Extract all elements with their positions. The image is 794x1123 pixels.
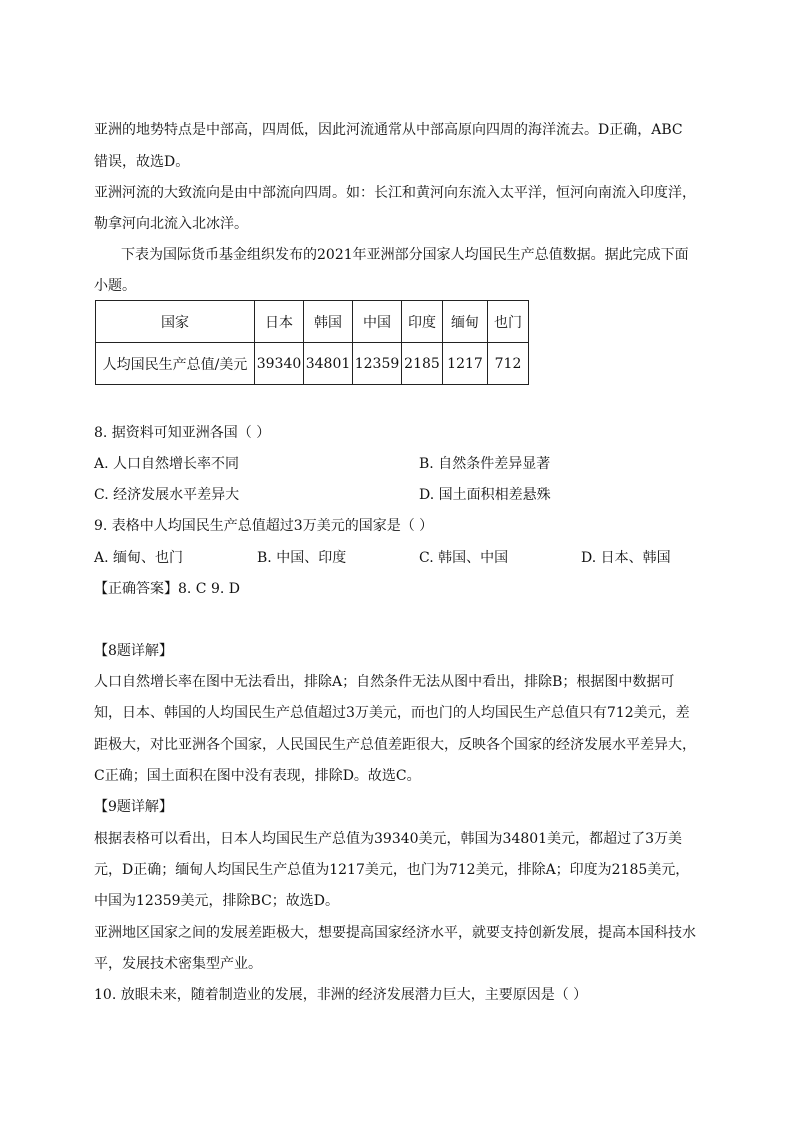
question-8-option-d: D. 国土面积相差悬殊 (419, 487, 551, 503)
q9-detail-line: 元，D正确；缅甸人均国民生产总值为1217美元，也门为712美元，排除A；印度为2185美元， (94, 862, 690, 878)
question-9-option-a: A. 缅甸、也门 (94, 550, 184, 566)
paragraph-line: 亚洲的地势特点是中部高，四周低，因此河流通常从中部高原向四周的海洋流去。D正确，ABC (94, 122, 683, 138)
table-cell: 人均国民生产总值/美元 (96, 343, 255, 385)
question-9-option-c: C. 韩国、中国 (419, 550, 509, 566)
table-cell: 2185 (402, 343, 443, 385)
question-8-option-c: C. 经济发展水平差异大 (94, 487, 240, 503)
table-cell: 缅甸 (443, 301, 488, 343)
table-cell: 1217 (443, 343, 488, 385)
table-cell: 韩国 (304, 301, 353, 343)
q8-detail-title: 【8题详解】 (94, 643, 173, 659)
table-cell: 印度 (402, 301, 443, 343)
table-cell: 国家 (96, 301, 255, 343)
question-9-option-b: B. 中国、印度 (257, 550, 347, 566)
table-cell: 39340 (255, 343, 304, 385)
q8-detail-line: 知，日本、韩国的人均国民生产总值超过3万美元，而也门的人均国民生产总值只有712美元，差 (94, 705, 690, 721)
table-cell: 34801 (304, 343, 353, 385)
question-8-stem: 8. 据资料可知亚洲各国（ ） (94, 425, 271, 441)
question-8-option-a: A. 人口自然增长率不同 (94, 456, 240, 472)
q9-detail-line: 平，发展技术密集型产业。 (94, 956, 262, 972)
gdp-table (95, 300, 529, 385)
answer-key: 【正确答案】8. C 9. D (94, 581, 241, 597)
table-row (96, 343, 529, 385)
table-cell: 也门 (488, 301, 529, 343)
question-8-option-b: B. 自然条件差异显著 (419, 456, 551, 472)
table-cell: 12359 (353, 343, 402, 385)
q8-detail-line: 距极大，对比亚洲各个国家，人民国民生产总值差距很大，反映各个国家的经济发展水平差异大， (94, 737, 696, 753)
table-cell: 日本 (255, 301, 304, 343)
paragraph-line: 小题。 (94, 278, 136, 294)
q9-detail-line: 中国为12359美元，排除BC；故选D。 (94, 893, 340, 909)
question-9-stem: 9. 表格中人均国民生产总值超过3万美元的国家是（ ） (94, 518, 434, 534)
table-header-row (96, 301, 529, 343)
q8-detail-line: C正确；国土面积在图中没有表现，排除D。故选C。 (94, 768, 421, 784)
paragraph-line: 亚洲河流的大致流向是由中部流向四周。如：长江和黄河向东流入太平洋，恒河向南流入印度洋， (94, 185, 696, 201)
table-cell: 712 (488, 343, 529, 385)
table-cell: 中国 (353, 301, 402, 343)
q9-detail-line: 亚洲地区国家之间的发展差距极大，想要提高国家经济水平，就要支持创新发展，提高本国科技水 (94, 925, 696, 941)
paragraph-line: 勒拿河向北流入北冰洋。 (94, 216, 248, 232)
paragraph-line: 下表为国际货币基金组织发布的2021年亚洲部分国家人均国民生产总值数据。据此完成下面 (121, 247, 689, 263)
q8-detail-line: 人口自然增长率在图中无法看出，排除A；自然条件无法从图中看出，排除B；根据图中数据可 (94, 674, 675, 690)
question-9-option-d: D. 日本、韩国 (581, 550, 671, 566)
question-10-stem: 10. 放眼未来，随着制造业的发展，非洲的经济发展潜力巨大，主要原因是（ ） (94, 987, 588, 1003)
q9-detail-title: 【9题详解】 (94, 799, 173, 815)
q9-detail-line: 根据表格可以看出，日本人均国民生产总值为39340美元，韩国为34801美元，都超过了3万美 (94, 831, 682, 847)
paragraph-line: 错误，故选D。 (94, 154, 190, 170)
